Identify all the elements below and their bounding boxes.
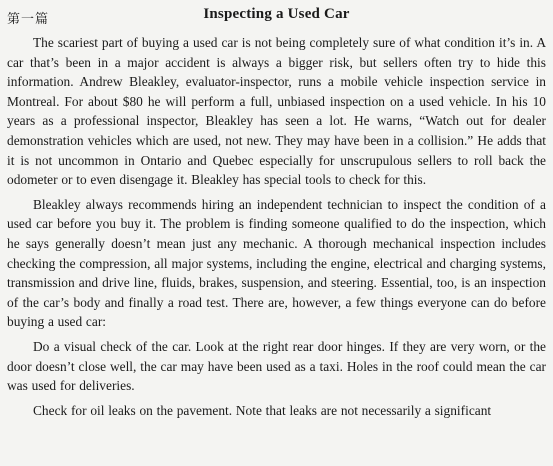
paragraph-1: The scariest part of buying a used car is not being completely sure of what condition it’s in. A car that’s been in a major accident is always a bigger risk, but sellers often try to hide this information. Andrew Bleakley, evaluator-inspector, runs a mobile vehicle inspection service in Montreal. For about $80 he will perform a full, unbiased inspection on a used vehicle. In his 10 years as a professional inspector, Bleakley has seen a lot. He warns, “Watch out for dealer demonstration vehicles which are used, not new. They may have been in a collision.” He adds that it is not uncommon in Ontario and Quebec especially for unscrupulous sellers to roll back the odometer or to even disengage it. Bleakley has special tools to check for this. [7,35,546,188]
paragraph-4: Check for oil leaks on the pavement. Note that leaks are not necessarily a significant [33,402,492,418]
article-title: Inspecting a Used Car [203,6,350,22]
section-label: 第一篇 [7,12,50,27]
paragraph-2: Bleakley always recommends hiring an independent technician to inspect the condition of a used car before you buy it. The problem is finding someone qualified to do the inspection, which he says generally doesn’t mean just any mechanic. A thorough mechanical inspection includes checking the compression, all major systems, including the engine, electrical and charging systems, transmission and drive line, fluids, brakes, suspension, and steering. Essential, too, is an inspection of the car’s body and finally a road test. There are, however, a few things everyone can do before buying a used car: [7,196,546,330]
document-header [7,6,546,28]
paragraph-3: Do a visual check of the car. Look at the right rear door hinges. If they are very worn, or the door doesn’t close well, the car may have been used as a taxi. Holes in the roof could mean the car was used for deliveries. [7,338,546,394]
article-body [7,33,546,420]
